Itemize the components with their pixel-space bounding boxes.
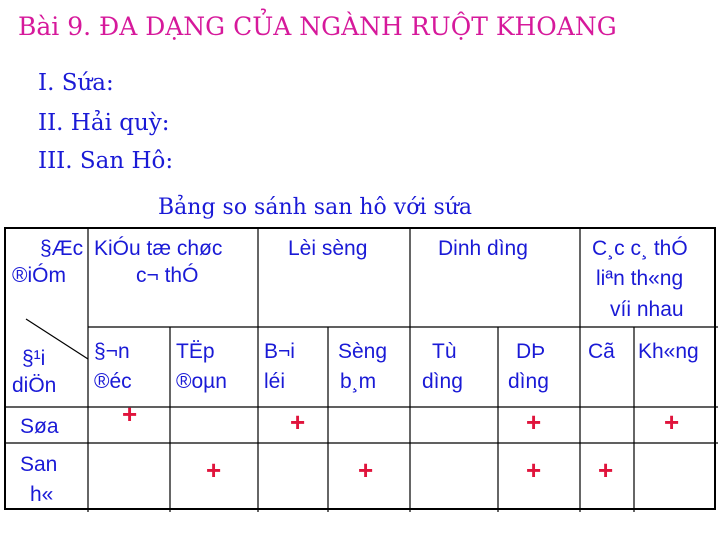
sub-hetero-line1: DÞ: [516, 340, 546, 363]
sub-no: Kh«ng: [638, 340, 699, 363]
sub-self-line1: Tù: [432, 340, 457, 363]
sub-yes: Cã: [588, 340, 615, 363]
page-title: Bài 9. ĐA DẠNG CỦA NGÀNH RUỘT KHOANG: [18, 12, 617, 41]
sub-self-line2: dìng: [422, 370, 463, 393]
sub-mobile-line2: léi: [264, 370, 286, 393]
diag-top-label: §¬n: [94, 340, 130, 363]
sub-mobile-line1: B¬i: [264, 340, 295, 363]
header-nutrition: Dinh dìng: [438, 237, 528, 260]
sub-hetero-line2: dìng: [508, 370, 549, 393]
sub-fixed-line2: b¸m: [340, 370, 377, 393]
sub-colony-line2: ®oµn: [176, 370, 227, 393]
sub-colony-line1: TËp: [176, 340, 215, 363]
header-feature-line1: §Æc: [40, 237, 84, 260]
row-jellyfish-label: Søa: [20, 415, 59, 438]
mark-coral-colony: +: [206, 455, 222, 485]
header-feature-line2: ®iÓm: [12, 264, 66, 287]
header-connection-line2: liªn th«ng: [596, 267, 684, 290]
outline-item-coral: III. San Hô:: [38, 148, 174, 174]
comparison-table: [4, 227, 716, 510]
mark-coral-yes: +: [598, 455, 614, 485]
outline-item-jellyfish: I. Sứa:: [38, 70, 114, 96]
mark-jellyfish-no: +: [664, 407, 680, 437]
diag-bottom-line2: diÖn: [12, 374, 57, 397]
mark-jellyfish-hetero: +: [526, 407, 542, 437]
mark-coral-fixed: +: [358, 455, 374, 485]
header-body-shape-line2: c¬ thÓ: [136, 264, 199, 287]
row-coral-line2: h«: [30, 483, 54, 506]
mark-jellyfish-mobile: +: [290, 407, 306, 437]
header-lifestyle: Lèi sèng: [288, 237, 368, 260]
mark-coral-hetero: +: [526, 455, 542, 485]
outline-item-sea-anemone: II. Hải quỳ:: [38, 110, 170, 136]
mark-jellyfish-single: +: [122, 399, 138, 429]
table-title: Bảng so sánh san hô với sứa: [158, 195, 473, 220]
sub-single: ®éc: [94, 370, 132, 393]
header-connection-line1: C¸c c¸ thÓ: [592, 237, 688, 260]
header-body-shape-line1: KiÓu tæ chøc: [94, 237, 223, 260]
diag-bottom-line1: §¹i: [22, 347, 46, 370]
sub-fixed-line1: Sèng: [338, 340, 388, 363]
header-connection-line3: víi nhau: [610, 298, 684, 321]
row-coral-line1: San: [20, 453, 58, 476]
